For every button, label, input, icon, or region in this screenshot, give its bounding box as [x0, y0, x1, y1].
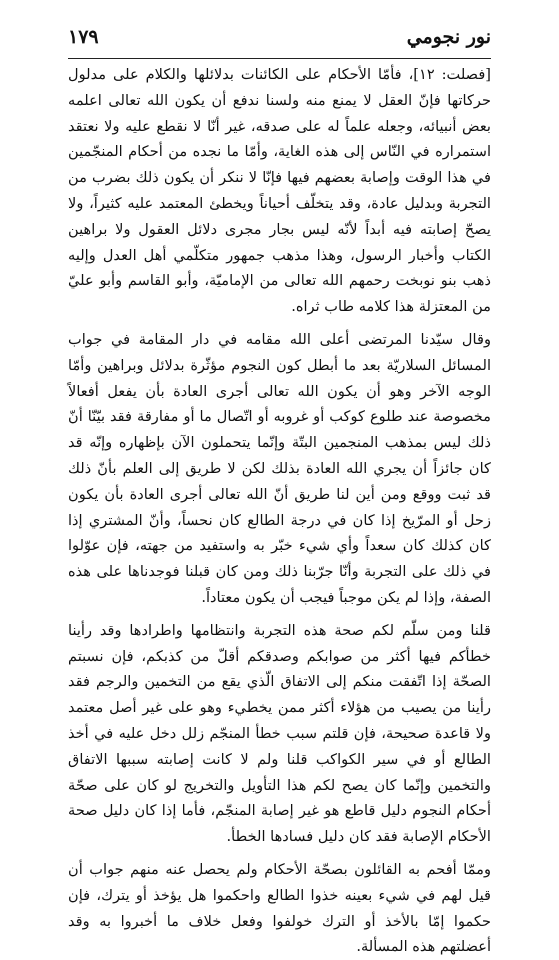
- body-text: [68, 62, 491, 960]
- page-number: ١٧٩: [68, 26, 99, 48]
- paragraph: وممّا أفحم به القائلون بصحّة الأحكام ولم يحصل عنه منهم جواب أن قيل لهم في شيء بعينه خذوا الطالع واحكموا هل يؤخذ أو يترك، فإن حكموا إمّا بالأخذ أو الترك خولفوا وفعل خلاف ما أخبروا به وقد أعضلتهم هذه المسألة.: [68, 860, 491, 956]
- paragraph: قلنا ومن سلّم لكم صحة هذه التجربة وانتظامها واطرادها وقد رأينا خطأكم فيها أكثر من صوابكم وصدقكم أقلّ من كذبكم، فإن نسبتم الصحّة إذا اتّفقت منكم إلى الاتفاق الّذي يقع من التخمين والرجم فقد رأينا من يصيب من هؤلاء أكثر ممن يخطيء وهو على غير أصل معتمد ولا قاعدة صحيحة، فإن قلتم سبب خطأ المنجّم زلل دخل عليه في أخذ الطالع أو في سير الكواكب قلنا ولم لا كانت إصابته سببها الاتفاق والتخمين وإنّما كان يصح لكم هذا التأويل والتخريج لو كان على صحّة أحكام النجوم دليل قاطع هو غير إصابة المنجّم، فأما إذا كان دليل صحة الأحكام الإصابة فقد كان دليل فسادها الخطأ.: [68, 621, 491, 846]
- page-header: [68, 8, 491, 48]
- header-divider: [68, 58, 491, 59]
- paragraph: وقال سيّدنا المرتضى أعلى الله مقامه في دار المقامة في جواب المسائل السلاريّة بعد ما أبطل كون النجوم مؤثّرة بدلائل وبراهين وأمّا الوجه الآخر وهو أن يكون الله تعالى أجرى العادة بأن يفعل أفعالاً مخصوصة عند طلوع كوكب أو غروبه أو اتّصال ما أو مفارقة فقد بيّنّا أنّ ذلك ليس بمذهب المنجمين البتّة وإنّما يتحملون الآن بإظهاره وإنّه قد كان جائزاً أن يجري الله العادة بذلك لكن لا طريق إلى العلم بأنّ ذلك قد ثبت ووقع ومن أين لنا طريق أنّ الله تعالى أجرى العادة بأن يكون زحل أو المرّيخ إذا كان في درجة الطالع كان نحساً، وأنّ المشتري إذا كان كذلك كان سعداً وأي شيء خبّر به واستفيد من جهته، فإن عوّلوا في ذلك على التجربة وأنّا جرّبنا ذلك ومن كان قبلنا فوجدناها على هذه الصفة، وإذا لم يكن موجباً فيجب أن يكون معتاداً.: [68, 330, 491, 606]
- running-title: نور نجومي: [406, 26, 491, 48]
- paragraph: [فصلت: ١٢]، فأمّا الأحكام على الكائنات بدلائلها والكلام على مدلول حركاتها فإنّ العقل لا يمنع منه ولسنا ندفع أن يكون الله تعالى اعلمه بعض أنبيائه، وجعله علماً له على صدقه، غير أنّا لا نقطع عليه ولا نعتقد استمراره في النّاس إلى هذه الغاية، وأمّا ما نجده من أحكام المنجّمين في هذا الوقت وإصابة بعضهم فيها فإنّا لا ننكر أن يكون ذلك بضرب من التجربة وبدليل عادة، وقد يتخلّف أحياناً ويخطئ المعتمد عليه كثيراً، ولا يصحّ إصابته فيه أبداً لأنّه ليس بجار مجرى دلائل العقول ولا براهين الكتاب وأخبار الرسول، وهذا مذهب جمهور متكلّمي أهل العدل وإليه ذهب بنو نوبخت رحمهم الله تعالى من الإماميّة، وأبو القاسم وأبو عليّ من المعتزلة هذا كلامه طاب ثراه.: [68, 66, 491, 316]
